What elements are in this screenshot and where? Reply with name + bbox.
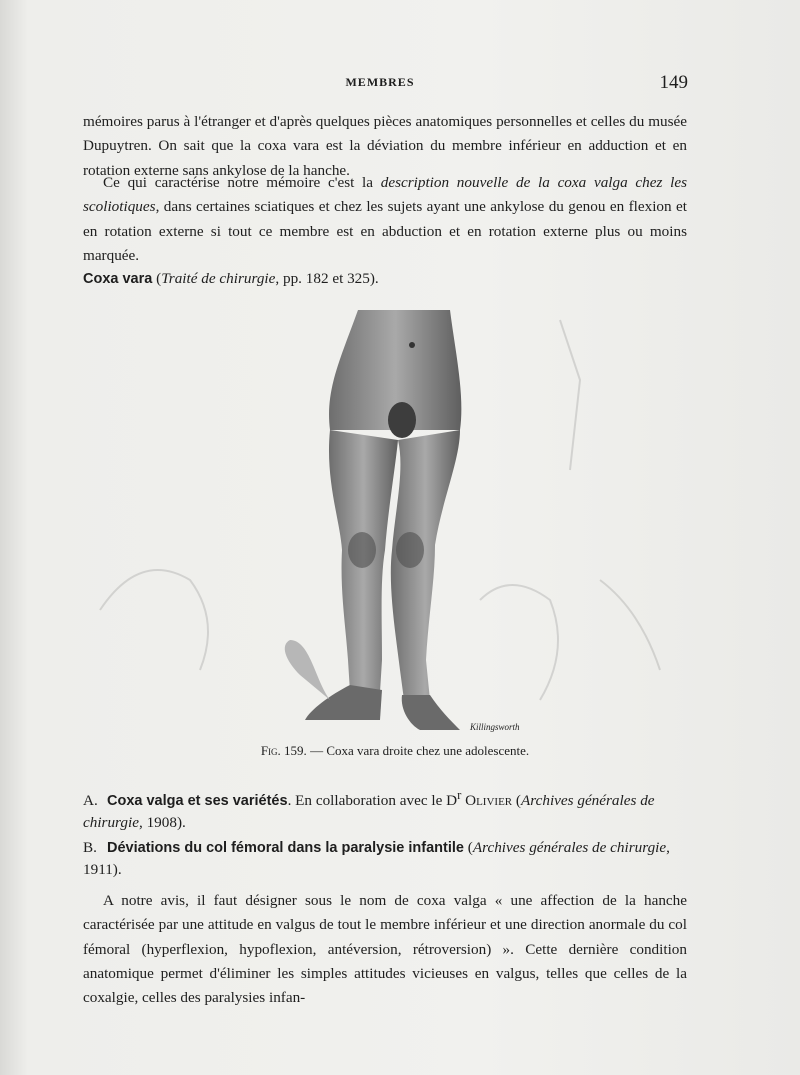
entry-b-year: , 1911). xyxy=(83,839,670,878)
final-text: A notre avis, il faut désigner sous le nom de coxa valga « une affection de la hanche caractérisée par une attitude en valgus de tout le membre inférieur et une direction anormale du col fémoral (hyperflexion, hypoflexion, antéversion, rétroversion) ». Cette dernière condition anatomique permet d'éliminer les simples attitudes vicieuses en valgus, telles que celles de la coxalgie, celles des paralysies infan- xyxy=(83,892,687,1007)
entry-b-letter: B. xyxy=(83,839,97,856)
figure-caption-label: Fig. 159. xyxy=(260,743,307,758)
second-text-1: Ce qui caractérise notre mémoire c'est la xyxy=(103,174,381,191)
figure-caption-text: — Coxa vara droite chez une adolescente. xyxy=(306,743,530,758)
entry-b xyxy=(83,837,687,881)
entry-a-year: , 1908). xyxy=(138,814,186,832)
figure-caption xyxy=(0,743,790,759)
entry-b-title: Déviations du col fémoral dans la paralysie infantile xyxy=(107,840,464,856)
final-paragraph xyxy=(83,889,687,1010)
entry-b-journal: Archives générales de chirurgie xyxy=(472,839,667,856)
entry-a-journal: Archives générales de chirurgie xyxy=(83,792,655,832)
entry-a-letter: A. xyxy=(83,792,98,810)
entry-a xyxy=(83,784,687,834)
page-number: 149 xyxy=(659,72,688,93)
entry-a-text: . En collaboration avec le D xyxy=(287,792,458,810)
entry-a-paren: ( xyxy=(512,792,521,810)
figure-illustration xyxy=(270,300,560,740)
intro-text: mémoires parus à l'étranger et d'après quelques pièces anatomiques personnelles et celles du musée Dupuytren. On sait que la coxa vara est la déviation du membre inférieur en adduction et en rotation externe sans ankylose de la hanche. xyxy=(83,113,687,179)
section-ref-open: ( xyxy=(152,270,162,287)
section-ref-rest: , pp. 182 et 325). xyxy=(275,270,379,287)
section-title: Coxa vara xyxy=(83,271,153,287)
section-ref-italic: Traité de chirurgie xyxy=(161,270,276,287)
second-emphasis: description nouvelle de la coxa valga chez les scoliotiques xyxy=(83,174,688,216)
entry-b-paren: ( xyxy=(463,839,473,856)
running-header: MEMBRES xyxy=(345,75,415,89)
second-text-2: , dans certaines sciatiques et chez les sujets ayant une ankylose du genou en flexion et en rotation externe si tout ce membre est en abduction et en rotation externe plus ou moins marquée. xyxy=(83,198,687,264)
entry-a-sup: r xyxy=(457,788,462,802)
figure-signature: Killingsworth xyxy=(470,722,520,732)
entry-a-author: Olivier xyxy=(461,792,513,810)
section-heading xyxy=(83,270,379,288)
second-paragraph xyxy=(83,171,687,268)
entry-a-title: Coxa valga et ses variétés xyxy=(107,793,288,810)
